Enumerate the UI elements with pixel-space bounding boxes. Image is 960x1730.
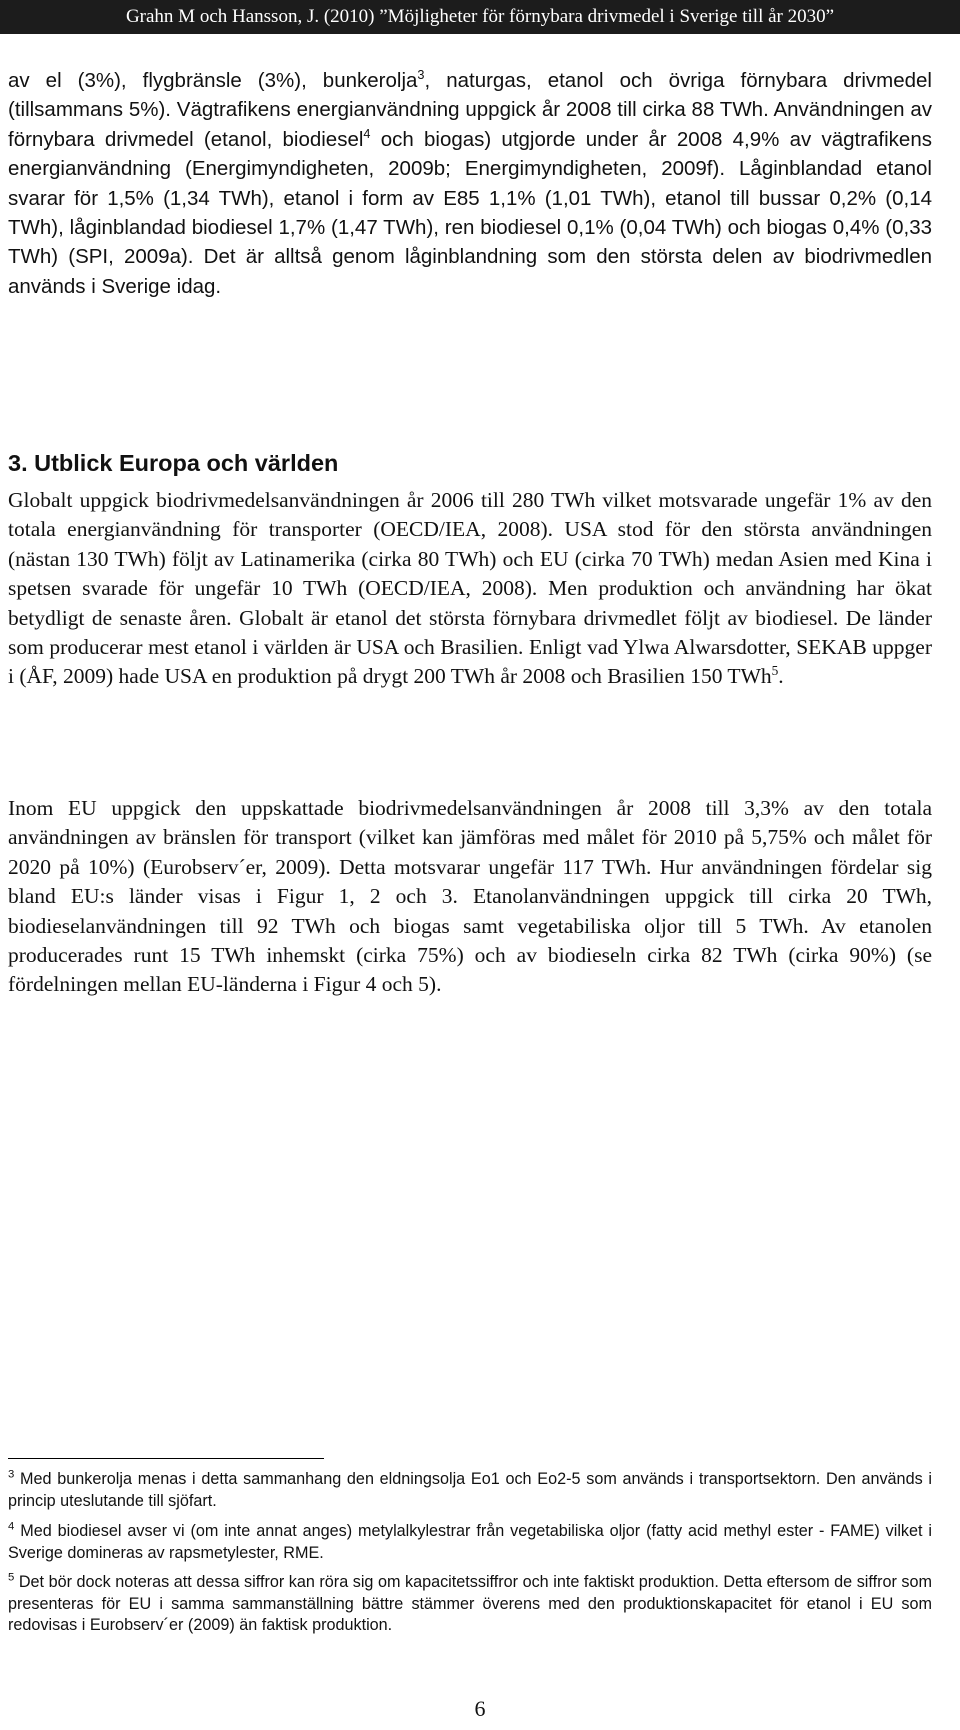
footnote-ref-5[interactable]: 5 [771,663,779,679]
paragraph-text: . [778,664,784,689]
footnote-text: Med biodiesel avser vi (om inte annat anges) metylalkylestrar från vegetabiliska oljor (fatty acid methyl ester - FAME) vilket i Sverige domineras av rapsmetylester, RME. [8,1522,932,1562]
footnote-4 [8,1521,932,1564]
footnote-number: 3 [8,1468,15,1481]
paragraph-text: , naturgas, etanol och övriga förnybara drivmedel (tillsammans 5%). Vägtrafikens energianvändning uppgick år 2008 till cirka 88 TWh. Användningen av förnybara drivmedel (etanol, biodiesel [8,69,932,151]
page-number: 6 [474,1696,486,1721]
footnote-text: Det bör dock noteras att dessa siffror kan röra sig om kapacitetssiffror och inte faktiskt produktion. Detta eftersom de siffror som presenteras för EU i samma sammanställning bättre stämmer överens med den produktionskapacitet för etanol i EU som redovisas i Eurobserv´er (2009) än faktisk produktion. [8,1573,932,1634]
footnote-number: 5 [8,1571,15,1584]
footnote-5 [8,1572,932,1637]
body-paragraph-3 [8,794,932,1000]
footnote-ref-4[interactable]: 4 [363,125,371,141]
paragraph-text: och biogas) utgjorde under år 2008 4,9% av vägtrafikens energianvändning (Energimyndigheten, 2009b; Energimyndigheten, 2009f). Låginblandad etanol svarar för 1,5% (1,34 TWh), etanol i form av E85 1,1% (1,01 TWh), etanol till bussar 0,2% (0,14 TWh), låginblandad biodiesel 1,7% (1,47 TWh), ren biodiesel 0,1% (0,04 TWh) och biogas 0,4% (0,33 TWh) (SPI, 2009a). Det är alltså genom låginblandning som den största delen av biodrivmedlen används i Sverige idag. [8,127,932,298]
body-paragraph-2 [8,486,932,692]
paragraph-text: Globalt uppgick biodrivmedelsanvändningen år 2006 till 280 TWh vilket motsvarade ungefär 1% av den totala energianvändning för transporter (OECD/IEA, 2008). USA stod för den största användningen (nästan 130 TWh) följt av Latinamerika (cirka 80 TWh) och EU (cirka 70 TWh) medan Asien med Kina i spetsen svarade för ungefär 10 TWh (OECD/IEA, 2008). Men produktion och användning har ökat betydligt de senaste åren. Globalt är etanol det största förnybara drivmedlet följt av biodiesel. De länder som producerar mest etanol i världen är USA och Brasilien. Enligt vad Ylwa Alwarsdotter, SEKAB uppger i (ÅF, 2009) hade USA en produktion på drygt 200 TWh år 2008 och Brasilien 150 TWh [8,488,932,689]
running-title: Grahn M och Hansson, J. (2010) ”Möjligheter för förnybara drivmedel i Sverige till år 2030” [125,6,835,27]
footnote-text: Med bunkerolja menas i detta sammanhang den eldningsolja Eo1 och Eo2-5 som används i transportsektorn. Den används i princip uteslutande till sjöfart. [8,1470,932,1510]
running-header [0,0,960,34]
footnote-separator [8,1458,324,1459]
footnote-ref-3[interactable]: 3 [417,67,425,83]
paragraph-text: av el (3%), flygbränsle (3%), bunkerolja [8,69,418,92]
section-heading: 3. Utblick Europa och världen [8,450,339,476]
footnote-number: 4 [8,1520,15,1533]
footnote-3 [8,1469,932,1512]
body-paragraph-1 [8,66,932,301]
paragraph-text: Inom EU uppgick den uppskattade biodrivmedelsanvändningen år 2008 till 3,3% av den totala användningen av bränslen för transport (vilket kan jämföras med målet för 2010 på 5,75% och målet för 2020 på 10%) (Eurobserv´er, 2009). Detta motsvarar ungefär 117 TWh. Hur användningen fördelar sig bland EU:s länder visas i Figur 1, 2 och 3. Etanolanvändningen uppgick till cirka 20 TWh, biodieselanvändningen till 92 TWh och biogas samt vegetabiliska oljor till 5 TWh. Av etanolen producerades runt 15 TWh inhemskt (cirka 75%) och av biodieseln cirka 82 TWh (cirka 90%) (se fördelningen mellan EU-länderna i Figur 4 och 5). [8,796,932,997]
